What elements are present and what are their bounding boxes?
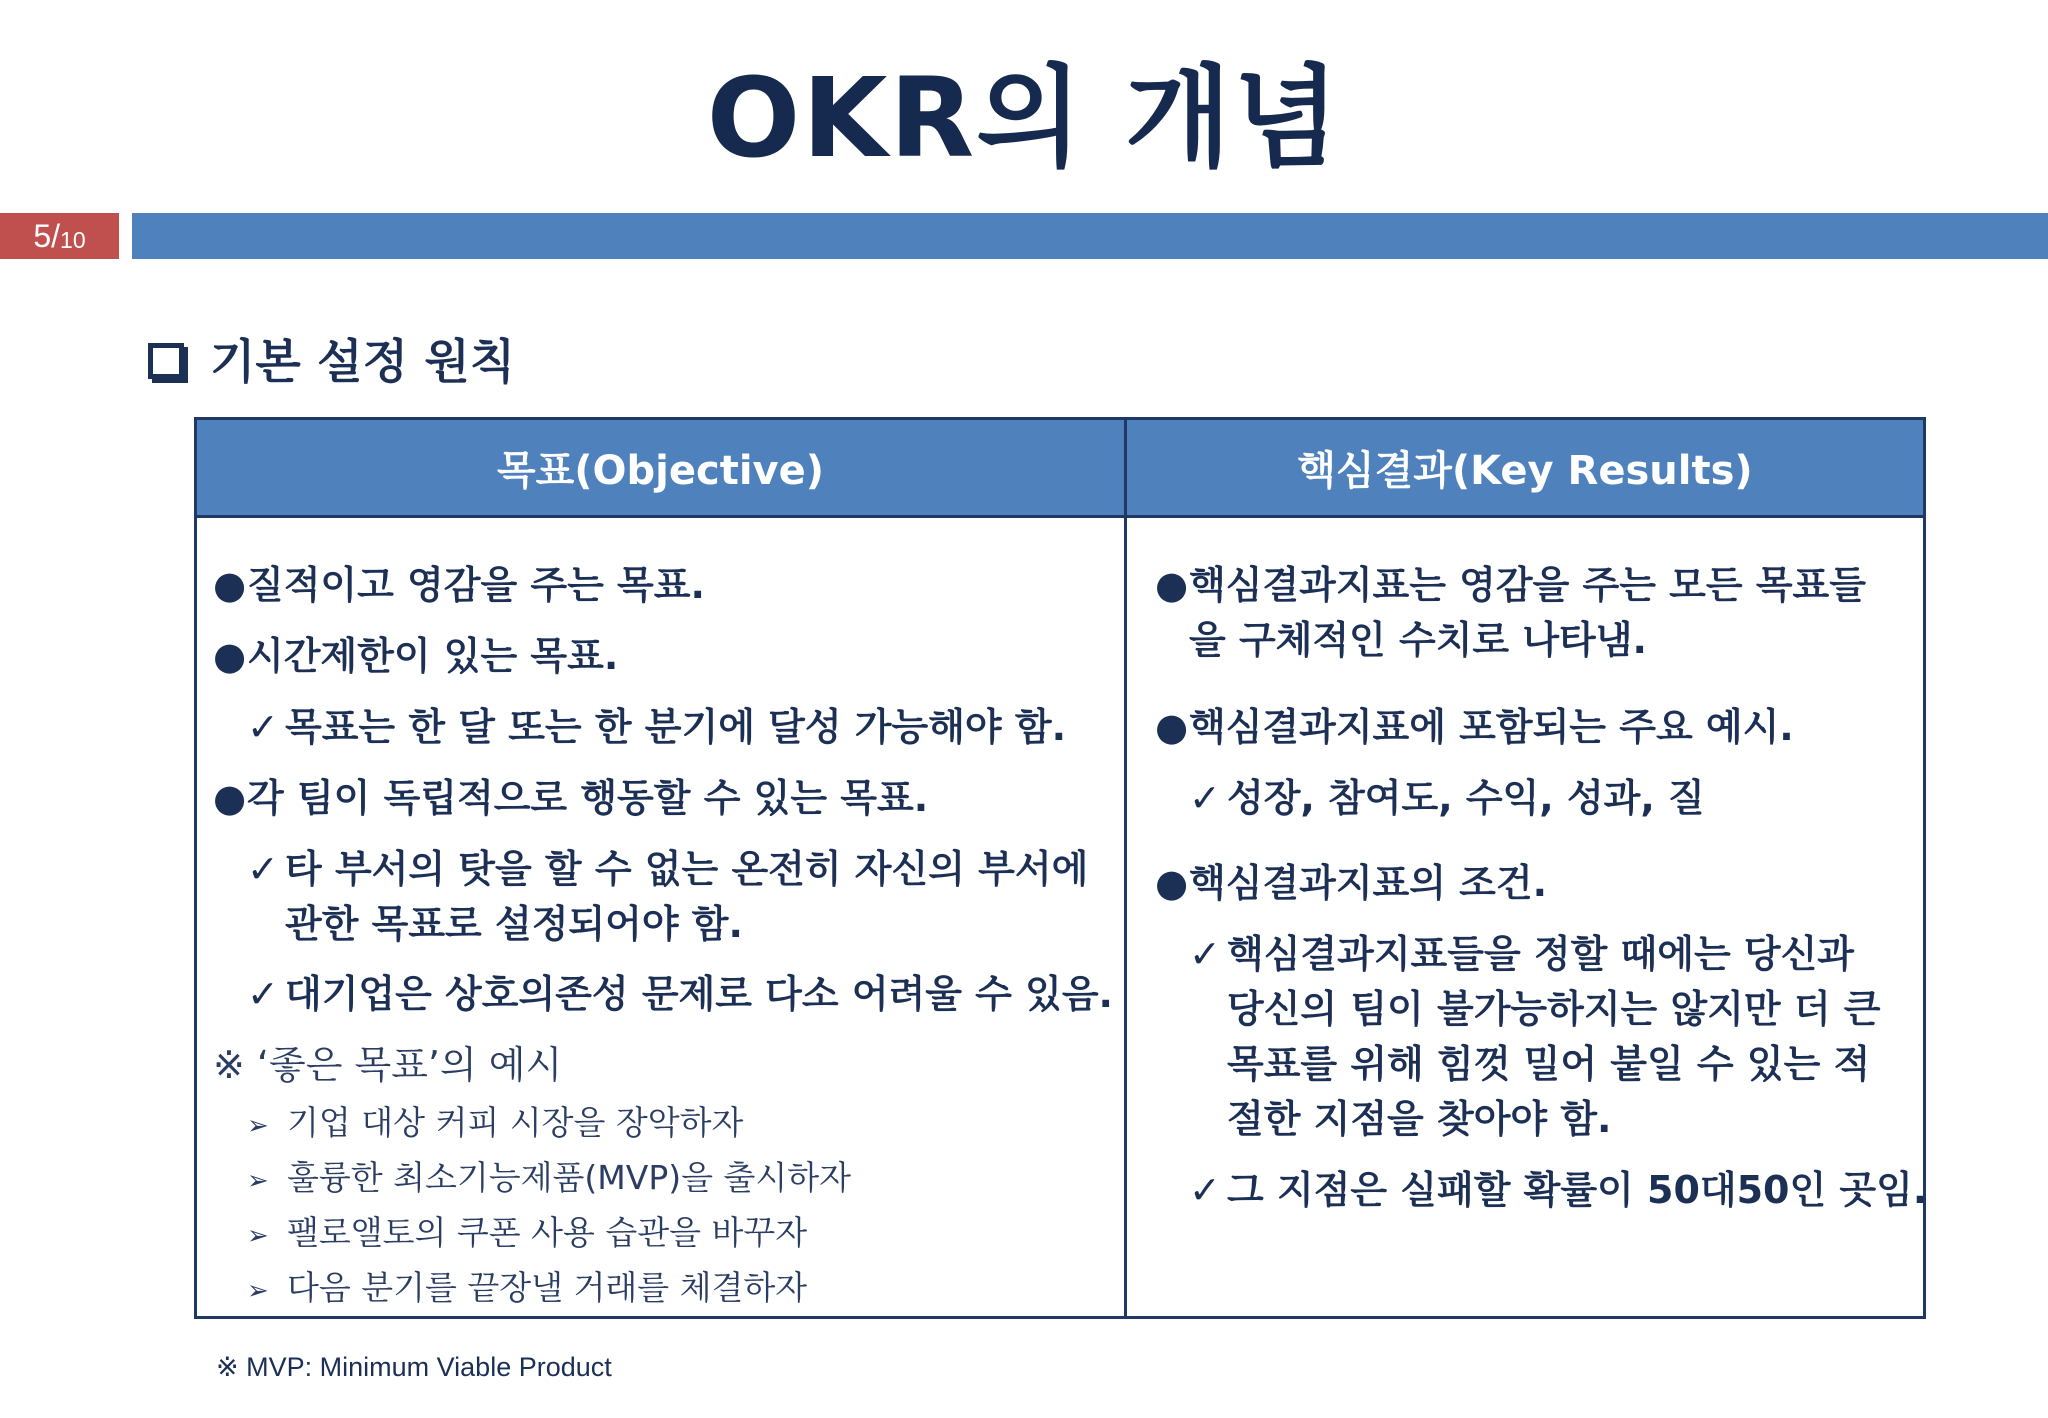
example-item-4: ➢ 다음 분기를 끝장낼 거래를 체결하자 bbox=[247, 1268, 808, 1307]
example-item-2: ➢ 훌륭한 최소기능제품(MVP)을 출시하자 bbox=[247, 1158, 851, 1197]
arrow-icon: ➢ bbox=[247, 1166, 269, 1196]
objective-bullet-3: ●각 팀이 독립적으로 행동할 수 있는 목표. bbox=[213, 776, 929, 820]
arrow-icon: ➢ bbox=[247, 1221, 269, 1251]
key-results-cell bbox=[1127, 518, 1928, 1316]
footnote: ※ MVP: Minimum Viable Product bbox=[216, 1352, 612, 1382]
objective-check-3: ✓ 대기업은 상호의존성 문제로 다소 어려울 수 있음. bbox=[247, 972, 1113, 1016]
check-icon: ✓ bbox=[247, 847, 279, 891]
key-results-header: 핵심결과(Key Results) bbox=[1127, 420, 1923, 518]
bullet-icon: ● bbox=[213, 634, 247, 678]
page-current: 5/ bbox=[33, 217, 61, 254]
bullet-icon: ● bbox=[1155, 861, 1189, 905]
bullet-icon: ● bbox=[1155, 563, 1189, 607]
kr-check-3: ✓ 그 지점은 실패할 확률이 50대50인 곳임. bbox=[1189, 1168, 1928, 1212]
kr-check-2-line-4: 절한 지점을 찾아야 함. bbox=[1227, 1097, 1612, 1141]
header-bar bbox=[132, 213, 2048, 259]
objective-cell bbox=[197, 518, 1127, 1316]
good-objective-note: ※ ‘좋은 목표’의 예시 bbox=[213, 1043, 563, 1087]
kr-bullet-1: ●핵심결과지표는 영감을 주는 모든 목표들 bbox=[1155, 563, 1866, 607]
arrow-icon: ➢ bbox=[247, 1111, 269, 1141]
kr-bullet-3: ●핵심결과지표의 조건. bbox=[1155, 861, 1548, 905]
objective-check-2-cont: 관한 목표로 설정되어야 함. bbox=[285, 902, 743, 946]
kr-check-2-line-3: 목표를 위해 힘껏 밀어 붙일 수 있는 적 bbox=[1227, 1042, 1871, 1086]
kr-check-1: ✓ 성장, 참여도, 수익, 성과, 질 bbox=[1189, 776, 1705, 820]
example-item-1: ➢ 기업 대상 커피 시장을 장악하자 bbox=[247, 1103, 744, 1142]
check-icon: ✓ bbox=[1189, 932, 1221, 976]
page-number-badge bbox=[0, 213, 119, 259]
objective-check-2: ✓ 타 부서의 탓을 할 수 없는 온전히 자신의 부서에 bbox=[247, 847, 1089, 891]
objective-bullet-1: ●질적이고 영감을 주는 목표. bbox=[213, 563, 705, 607]
objective-header: 목표(Objective) bbox=[197, 420, 1127, 518]
bullet-icon: ● bbox=[213, 563, 247, 607]
bullet-icon: ● bbox=[1155, 705, 1189, 749]
bullet-icon: ● bbox=[213, 776, 247, 820]
check-icon: ✓ bbox=[1189, 1168, 1221, 1212]
okr-table bbox=[194, 417, 1926, 1319]
check-icon: ✓ bbox=[1189, 776, 1221, 820]
kr-bullet-2: ●핵심결과지표에 포함되는 주요 예시. bbox=[1155, 705, 1794, 749]
check-icon: ✓ bbox=[247, 972, 279, 1016]
kr-check-2: ✓ 핵심결과지표들을 정할 때에는 당신과 bbox=[1189, 932, 1855, 976]
checkbox-square-icon bbox=[148, 343, 184, 379]
page-total: 10 bbox=[60, 226, 86, 253]
objective-bullet-2: ●시간제한이 있는 목표. bbox=[213, 634, 619, 678]
page-title: OKR의 개념 bbox=[706, 54, 1342, 182]
arrow-icon: ➢ bbox=[247, 1276, 269, 1306]
kr-bullet-1-cont: 을 구체적인 수치로 나타냄. bbox=[1189, 618, 1647, 662]
section-heading bbox=[148, 325, 515, 392]
objective-check-1: ✓ 목표는 한 달 또는 한 분기에 달성 가능해야 함. bbox=[247, 705, 1067, 749]
check-icon: ✓ bbox=[247, 705, 279, 749]
section-title: 기본 설정 원칙 bbox=[210, 335, 516, 390]
kr-check-2-line-2: 당신의 팀이 불가능하지는 않지만 더 큰 bbox=[1227, 987, 1881, 1031]
example-item-3: ➢ 팰로앨토의 쿠폰 사용 습관을 바꾸자 bbox=[247, 1213, 808, 1252]
